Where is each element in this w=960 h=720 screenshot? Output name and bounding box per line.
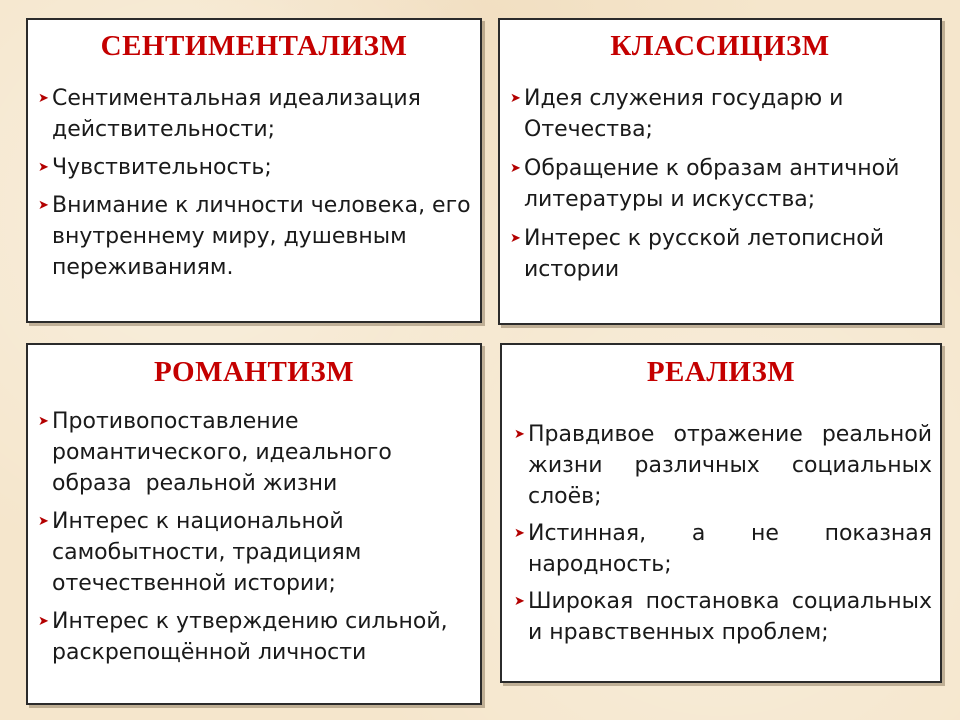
item-text: Широкая постановка социальных и нравственных проблем;: [528, 589, 932, 645]
arrow-bullet-icon: ➤: [38, 91, 49, 106]
arrow-bullet-icon: ➤: [510, 91, 521, 106]
list-item: [510, 83, 932, 145]
card-classicism: [498, 18, 942, 325]
item-list: [514, 419, 932, 648]
list-item: [38, 152, 472, 183]
item-text: Идея служения государю и Отечества;: [524, 86, 844, 142]
item-list: [510, 83, 932, 285]
list-item: [514, 518, 932, 580]
item-text: Чувствительность;: [52, 155, 272, 180]
card-realism: [500, 343, 942, 683]
list-item: [38, 606, 472, 668]
list-item: [514, 586, 932, 648]
list-item: [38, 506, 472, 599]
item-text: Интерес к национальной самобытности, традициям отечественной истории;: [52, 509, 362, 596]
item-text: Интерес к утверждению сильной, раскрепощённой личности: [52, 609, 448, 665]
item-text: Истинная, а не показная народность;: [528, 521, 932, 577]
item-text: Сентиментальная идеализация действительности;: [52, 86, 421, 142]
arrow-bullet-icon: ➤: [510, 231, 521, 246]
item-text: Правдивое отражение реальной жизни различных социальных слоёв;: [528, 422, 932, 509]
arrow-bullet-icon: ➤: [514, 594, 525, 609]
arrow-bullet-icon: ➤: [510, 161, 521, 176]
item-text: Интерес к русской летописной истории: [524, 226, 885, 282]
list-item: [38, 406, 472, 499]
list-item: [510, 153, 932, 215]
item-text: Внимание к личности человека, его внутреннему миру, душевным переживаниям.: [52, 193, 471, 280]
item-list: [38, 83, 472, 283]
arrow-bullet-icon: ➤: [514, 526, 525, 541]
list-item: [38, 190, 472, 283]
arrow-bullet-icon: ➤: [38, 414, 49, 429]
arrow-bullet-icon: ➤: [38, 160, 49, 175]
arrow-bullet-icon: ➤: [38, 198, 49, 213]
list-item: [510, 223, 932, 285]
arrow-bullet-icon: ➤: [38, 614, 49, 629]
list-item: [38, 83, 472, 145]
card-title: КЛАССИЦИЗМ: [610, 30, 830, 62]
item-text: Обращение к образам античной литературы и искусства;: [524, 156, 900, 212]
card-title: СЕНТИМЕНТАЛИЗМ: [100, 30, 408, 62]
card-title: РОМАНТИЗМ: [153, 356, 355, 388]
item-text: Противопоставление романтического, идеального образа реальной жизни: [52, 409, 399, 496]
item-list: [38, 406, 472, 668]
arrow-bullet-icon: ➤: [514, 427, 525, 442]
card-sentimentalism: [26, 18, 482, 323]
list-item: [514, 419, 932, 512]
arrow-bullet-icon: ➤: [38, 514, 49, 529]
card-romanticism: [26, 343, 482, 705]
card-title: РЕАЛИЗМ: [646, 356, 796, 388]
